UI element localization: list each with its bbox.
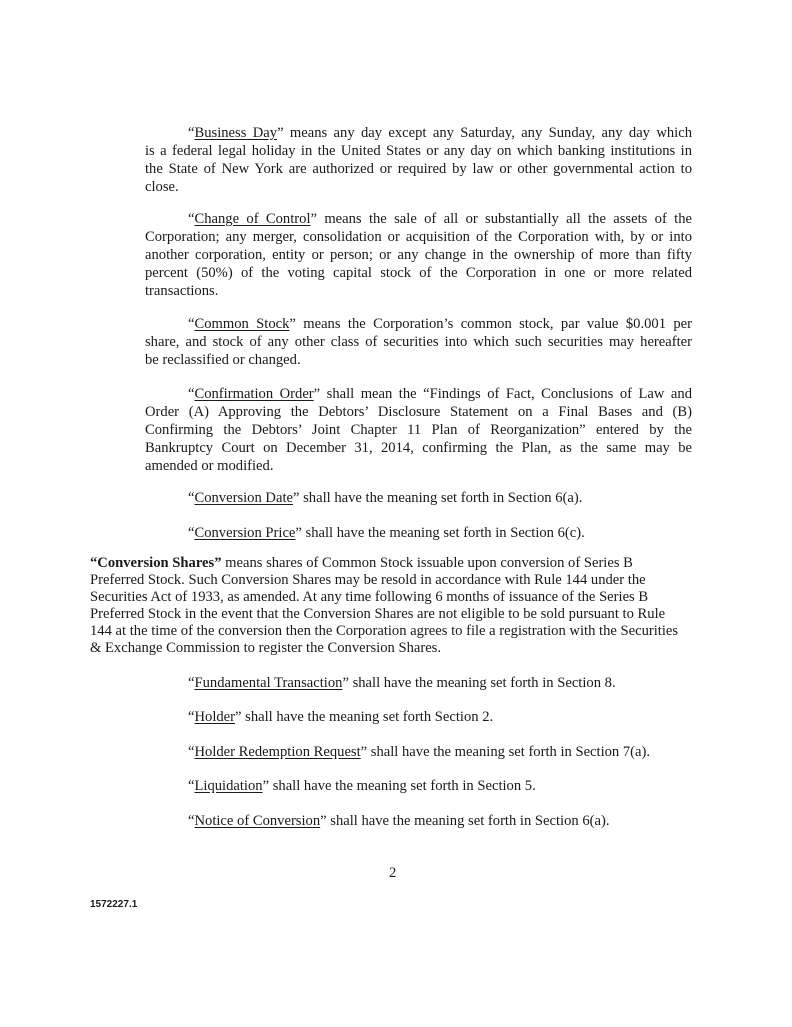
definition-fundamental-transaction: “Fundamental Transaction” shall have the meaning set forth in Section 8.: [188, 675, 616, 691]
definition-notice-of-conversion: “Notice of Conversion” shall have the meaning set forth in Section 6(a).: [188, 813, 610, 829]
defined-term: Common Stock: [194, 316, 290, 332]
defined-term: Holder Redemption Request: [194, 744, 361, 760]
defined-term: Liquidation: [194, 778, 263, 794]
defined-term: Business Day: [194, 125, 278, 141]
definition-conversion-price: “Conversion Price” shall have the meaning set forth in Section 6(c).: [188, 525, 585, 541]
page-number: 2: [389, 865, 397, 881]
definition-liquidation: “Liquidation” shall have the meaning set forth in Section 5.: [188, 778, 536, 794]
defined-term: Fundamental Transaction: [194, 675, 343, 691]
defined-term: “Conversion Shares”: [90, 555, 222, 571]
document-id: 1572227.1: [90, 899, 138, 910]
definition-conversion-date: “Conversion Date” shall have the meaning set forth in Section 6(a).: [188, 490, 583, 506]
defined-term: Conversion Price: [194, 525, 296, 541]
definition-holder: “Holder” shall have the meaning set forth Section 2.: [188, 709, 494, 725]
definition-confirmation-order: “Confirmation Order” shall mean the “Findings of Fact, Conclusions of Law and Order (A) Approving the Debtors’ Disclosure Statement on a Final Bases and (B) Confirming the Debtors’ Joint Chapter 11 Plan of Reorganization” entered by the Bankruptcy Court on December 31, 2014, confirming the Plan, as the same may be amended or modified.: [145, 386, 692, 474]
defined-term: Change of Control: [194, 211, 311, 227]
defined-term: Confirmation Order: [194, 386, 314, 402]
definition-change-of-control: “Change of Control” means the sale of all or substantially all the assets of the Corporation; any merger, consolidation or acquisition of the Corporation with, by or into another corporation, entity or person; or any change in the ownership of more than fifty percent (50%) of the voting capital stock of the Corporation in one or more related transactions.: [145, 211, 692, 299]
definition-holder-redemption-request: “Holder Redemption Request” shall have the meaning set forth in Section 7(a).: [188, 744, 651, 760]
defined-term: Notice of Conversion: [194, 813, 321, 829]
definition-common-stock: “Common Stock” means the Corporation’s common stock, par value $0.001 per share, and stock of any other class of securities into which such securities may hereafter be reclassified or changed.: [145, 316, 693, 368]
defined-term: Conversion Date: [194, 490, 293, 506]
defined-term: Holder: [194, 709, 236, 725]
definition-conversion-shares: “Conversion Shares” means shares of Common Stock issuable upon conversion of Series B Preferred Stock. Such Conversion Shares may be resold in accordance with Rule 144 under the Securities Act of 1933, as amended. At any time following 6 months of issuance of the Series B Preferred Stock in the event that the Conversion Shares are not eligible to be sold pursuant to Rule 144 at the time of the conversion then the Corporation agrees to file a registration with the Securities & Exchange Commission to register the Conversion Shares.: [90, 555, 679, 656]
definition-business-day: “Business Day” means any day except any Saturday, any Sunday, any day which is a federal legal holiday in the United States or any day on which banking institutions in the State of New York are authorized or required by law or other governmental action to close.: [145, 125, 692, 195]
